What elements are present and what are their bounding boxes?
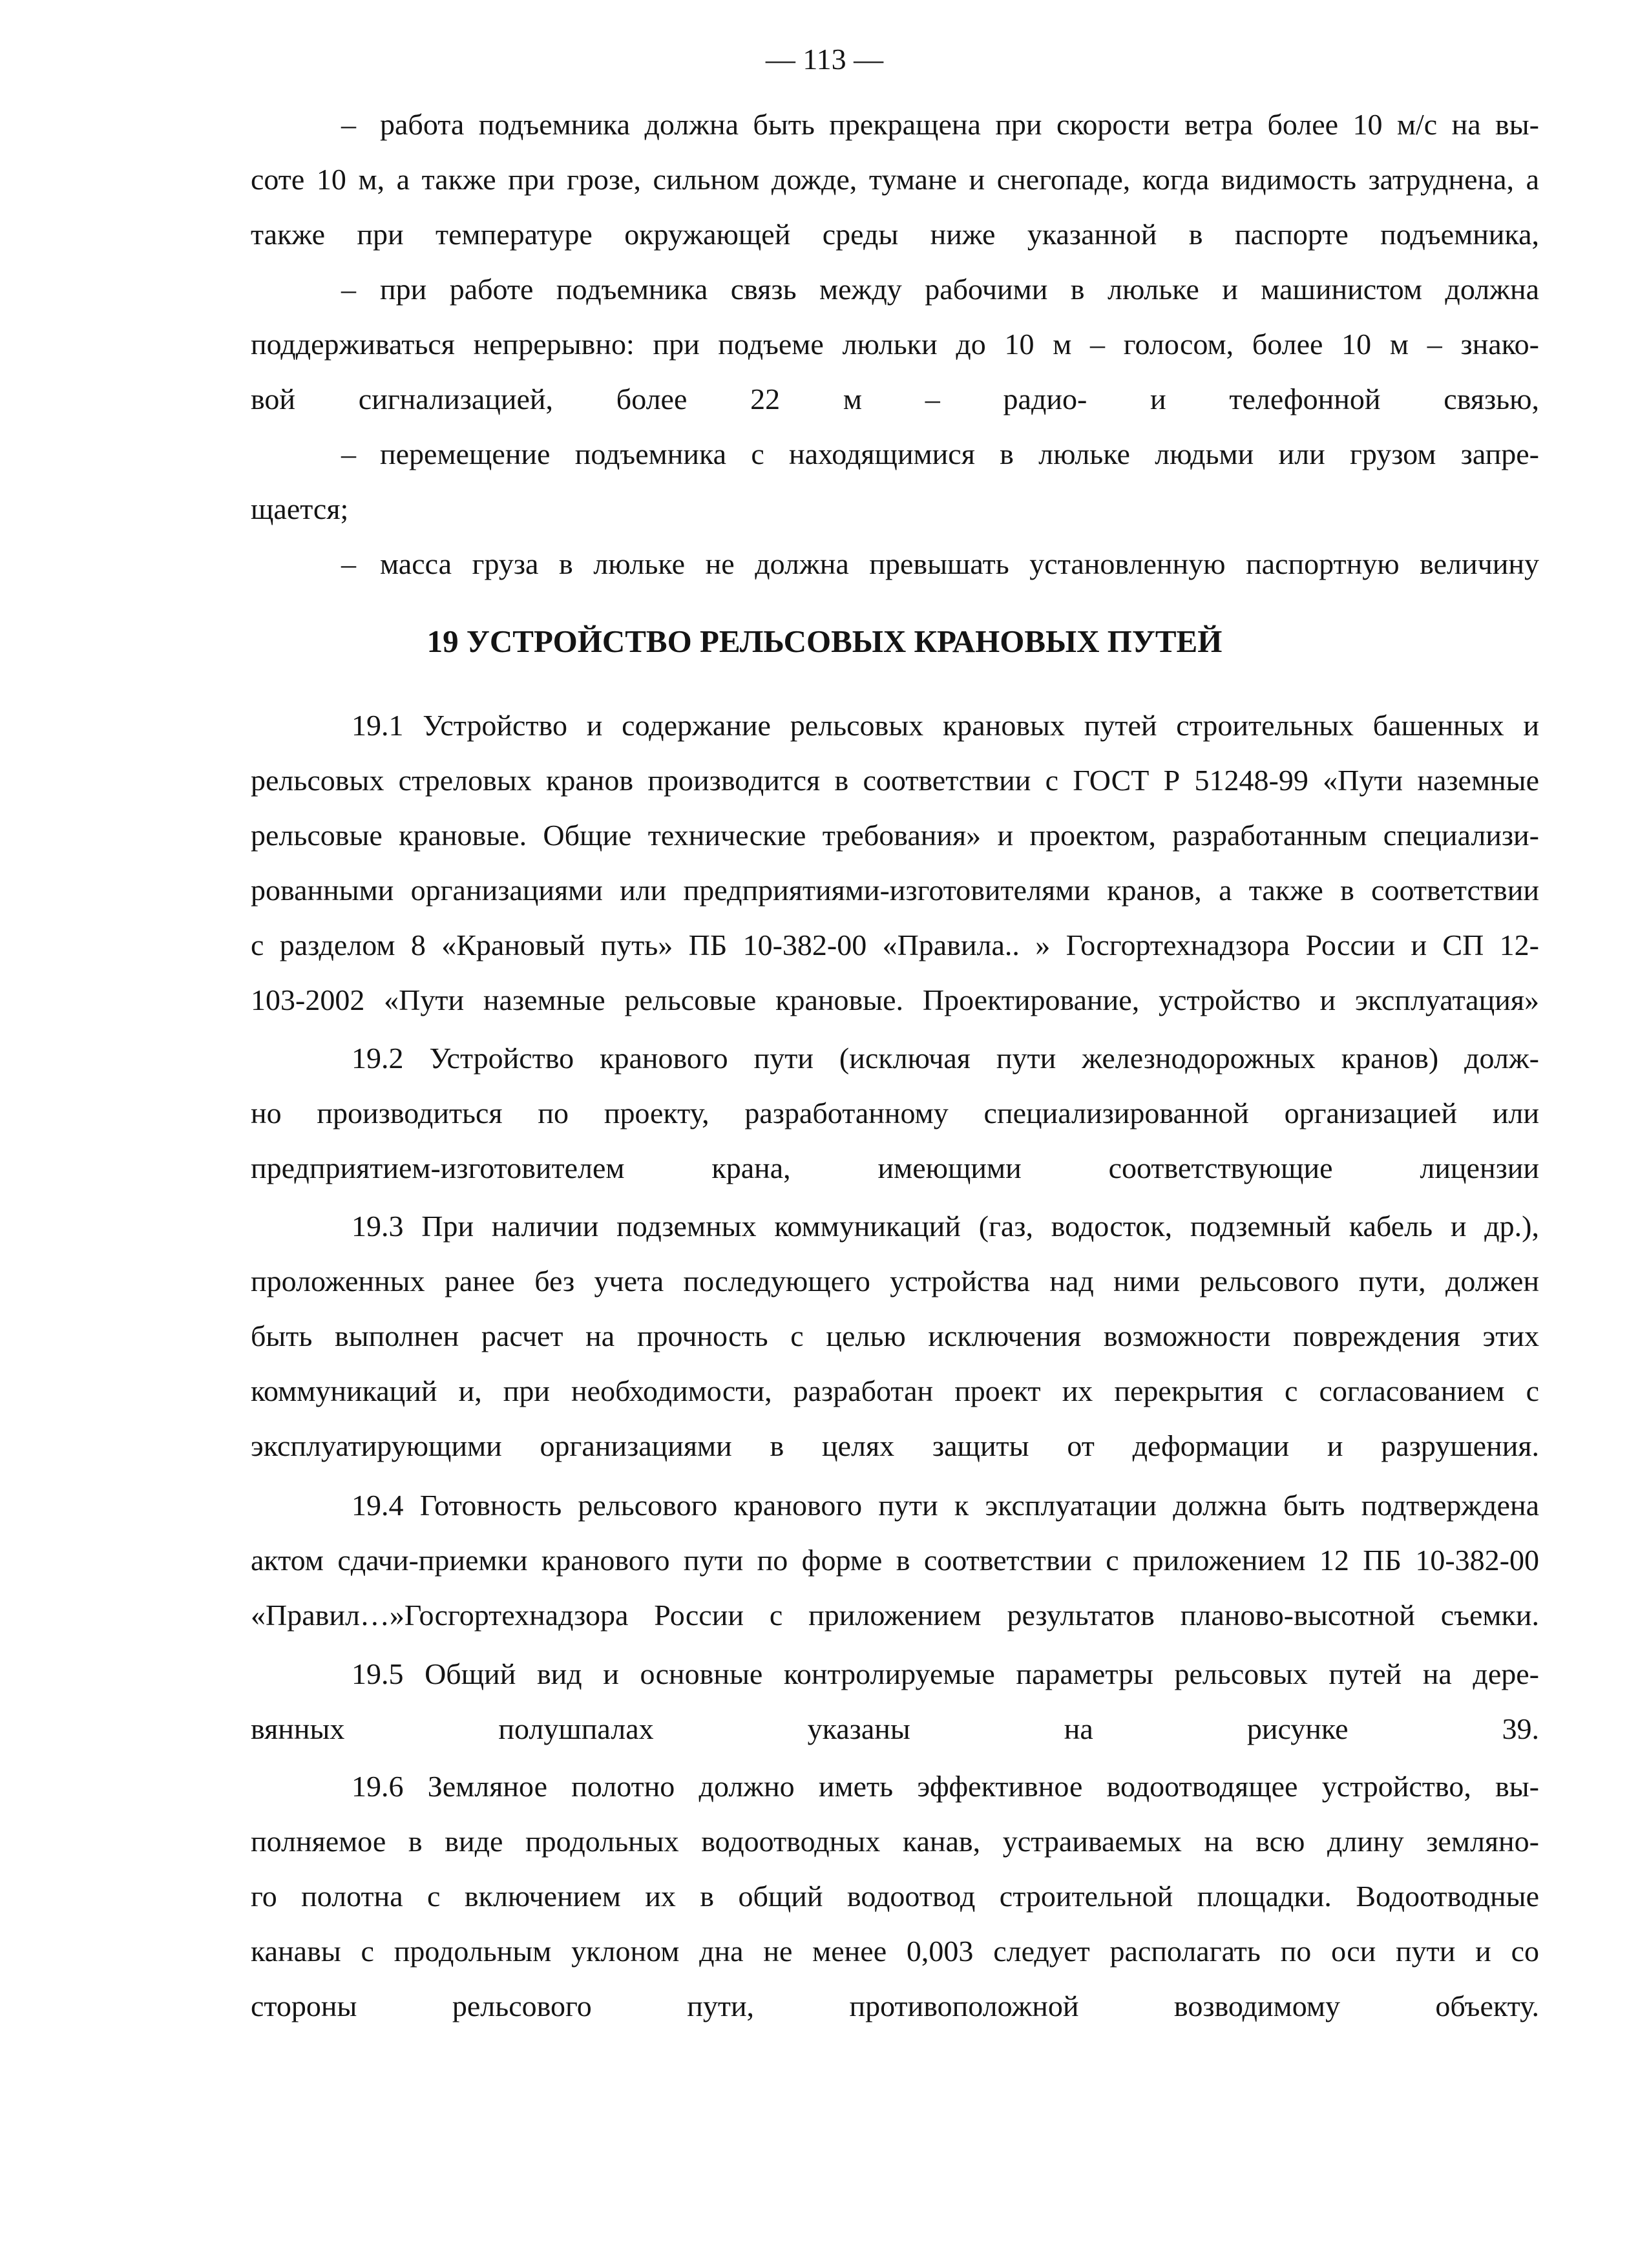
paragraph-line: вянных полушпалах указаны на рисунке 39. xyxy=(251,1712,1539,1745)
paragraph-line: 19.3 При наличии подземных коммуникаций (газ, водосток, подземный кабель и др.), xyxy=(352,1210,1539,1243)
page-number: — 113 — xyxy=(765,43,884,76)
paragraph-line: полняемое в виде продольных водоотводных канав, устраиваемых на всю длину земляно- xyxy=(251,1825,1539,1858)
paragraph-line: канавы с продольным уклоном дна не менее 0,003 следует располагать по оси пути и со xyxy=(251,1935,1539,1968)
paragraph-line: с разделом 8 «Крановый путь» ПБ 10-382-00 «Правила.. » Госгортехнадзора России и СП 12- xyxy=(251,929,1539,961)
paragraph-line: «Правил…»Госгортехнадзора России с приложением результатов планово-высотной съемки. xyxy=(251,1599,1539,1632)
paragraph-19-5 xyxy=(251,1646,1539,1756)
paragraph-line: 19.1 Устройство и содержание рельсовых крановых путей строительных башенных и xyxy=(352,709,1539,742)
section-title: 19 УСТРОЙСТВО РЕЛЬСОВЫХ КРАНОВЫХ ПУТЕЙ xyxy=(426,624,1223,659)
dash-marker: – xyxy=(341,273,356,306)
list-item xyxy=(251,536,1539,591)
paragraph-line: стороны рельсового пути, противоположной возводимому объекту. xyxy=(251,1990,1539,2022)
list-item xyxy=(251,262,1539,426)
list-item-line: соте 10 м, а также при грозе, сильном дожде, тумане и снегопаде, когда видимость затруднена, а xyxy=(251,163,1539,196)
paragraph-line: быть выполнен расчет на прочность с целью исключения возможности повреждения этих xyxy=(251,1319,1539,1352)
list-item-line: работа подъемника должна быть прекращена при скорости ветра более 10 м/с на вы- xyxy=(380,108,1539,141)
list-item-line: поддерживаться непрерывно: при подъеме люльки до 10 м – голосом, более 10 м – знако- xyxy=(251,328,1539,361)
paragraph-line: проложенных ранее без учета последующего устройства над ними рельсового пути, должен xyxy=(251,1265,1539,1297)
paragraph-line: рованными организациями или предприятиями-изготовителями кранов, а также в соответствии xyxy=(251,874,1539,907)
paragraph-line: 19.4 Готовность рельсового кранового пути к эксплуатации должна быть подтверждена xyxy=(352,1489,1539,1522)
paragraph-line: коммуникаций и, при необходимости, разработан проект их перекрытия с согласованием с xyxy=(251,1374,1539,1407)
paragraph-line: 19.2 Устройство кранового пути (исключая пути железнодорожных кранов) долж- xyxy=(352,1042,1539,1075)
paragraph-line: рельсовых стреловых кранов производится в соответствии с ГОСТ Р 51248-99 «Пути наземные xyxy=(251,764,1539,797)
list-item-line: щается; xyxy=(251,492,349,525)
paragraph-19-4 xyxy=(251,1478,1539,1643)
list-item-line: при работе подъемника связь между рабочими в люльке и машинистом должна xyxy=(380,273,1539,306)
paragraph-line: предприятием-изготовителем крана, имеющими соответствующие лицензии xyxy=(251,1151,1539,1184)
list-item-line: масса груза в люльке не должна превышать установленную паспортную величину xyxy=(380,547,1539,580)
dash-marker: – xyxy=(341,547,356,580)
list-item-line: перемещение подъемника с находящимися в люльке людьми или грузом запре- xyxy=(380,437,1539,470)
paragraph-line: 103-2002 «Пути наземные рельсовые крановые. Проектирование, устройство и эксплуатация» xyxy=(251,983,1539,1016)
paragraph-19-6 xyxy=(251,1759,1539,2033)
list-block xyxy=(251,97,1539,591)
paragraph-line: эксплуатирующими организациями в целях защиты от деформации и разрушения. xyxy=(251,1429,1539,1462)
paragraph-19-1 xyxy=(251,698,1539,1027)
paragraph-line: рельсовые крановые. Общие технические требования» и проектом, разработанным специализи- xyxy=(251,819,1539,852)
list-item xyxy=(251,426,1539,536)
paragraph-19-2 xyxy=(251,1031,1539,1195)
paragraph-line: актом сдачи-приемки кранового пути по форме в соответствии с приложением 12 ПБ 10-382-00 xyxy=(251,1544,1539,1577)
list-item-line: также при температуре окружающей среды ниже указанной в паспорте подъемника, xyxy=(251,218,1539,251)
dash-marker: – xyxy=(341,108,356,141)
dash-marker: – xyxy=(341,437,356,470)
paragraph-line: 19.6 Земляное полотно должно иметь эффективное водоотводящее устройство, вы- xyxy=(352,1770,1539,1803)
paragraph-line: но производиться по проекту, разработанному специализированной организацией или xyxy=(251,1097,1539,1129)
paragraph-line: 19.5 Общий вид и основные контролируемые параметры рельсовых путей на дере- xyxy=(352,1657,1539,1690)
paragraph-19-3 xyxy=(251,1199,1539,1473)
paragraph-line: го полотна с включением их в общий водоотвод строительной площадки. Водоотводные xyxy=(251,1880,1539,1913)
list-item-line: вой сигнализацией, более 22 м – радио- и телефонной связью, xyxy=(251,383,1539,415)
list-item xyxy=(251,97,1539,262)
